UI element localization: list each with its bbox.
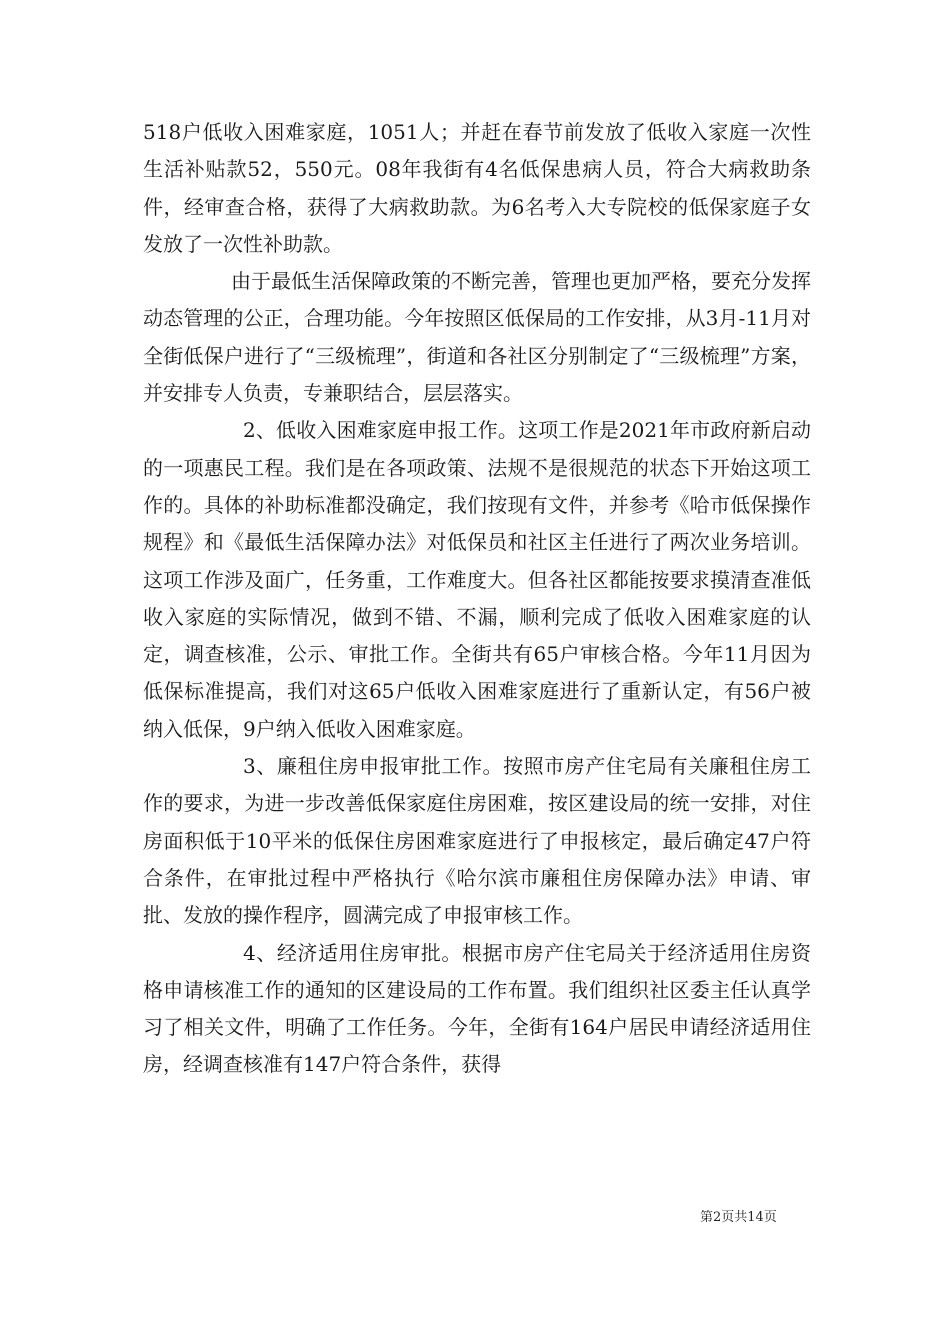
paragraph-1: 518户低收入困难家庭，1051人；并赶在春节前发放了低收入家庭一次性生活补贴款52，550元。08年我街有4名低保患病人员，符合大病救助条件，经审查合格，获得了大病救助款。为6名考入大专院校的低保家庭子女发放了一次性补助款。 [143,120,811,256]
paragraph-5: 4、经济适用住房审批。根据市房产住宅局关于经济适用住房资格申请核准工作的通知的区建设局的工作布置。我们组织社区委主任认真学习了相关文件，明确了工作任务。今年，全街有164户居民申请经济适用住房，经调查核准有147户符合条件，获得 [143,940,811,1077]
paragraph-3: 2、低收入困难家庭申报工作。这项工作是2021年市政府新启动的一项惠民工程。我们是在各项政策、法规不是很规范的状态下开始这项工作的。具体的补助标准都没确定，我们按现有文件，并参考《哈市低保操作规程》和《最低生活保障办法》对低保员和社区主任进行了两次业务培训。这项工作涉及面广，任务重，工作难度大。但各社区都能按要求摸清查准低收入家庭的实际情况，做到不错、不漏，顺利完成了低收入困难家庭的认定，调查核准，公示、审批工作。全街共有65户审核合格。今年11月因为低保标准提高，我们对这65户低收入困难家庭进行了重新认定，有56户被纳入低保，9户纳入低收入困难家庭。 [143,418,811,741]
paragraph-4: 3、廉租住房申报审批工作。按照市房产住宅局有关廉租住房工作的要求，为进一步改善低保家庭住房困难，按区建设局的统一安排，对住房面积低于10平米的低保住房困难家庭进行了申报核定，最后确定47户符合条件，在审批过程中严格执行《哈尔滨市廉租住房保障办法》申请、审批、发放的操作程序，圆满完成了申报审核工作。 [143,754,811,928]
page-number: 第2页共14页 [700,1210,777,1225]
document-body [143,114,811,1084]
paragraph-2: 由于最低生活保障政策的不断完善，管理也更加严格，要充分发挥动态管理的公正，合理功能。今年按照区低保局的工作安排，从3月-11月对全街低保户进行了“三级梳理”，街道和各社区分别制定了“三级梳理”方案，并安排专人负责，专兼职结合，层层落实。 [143,269,811,406]
